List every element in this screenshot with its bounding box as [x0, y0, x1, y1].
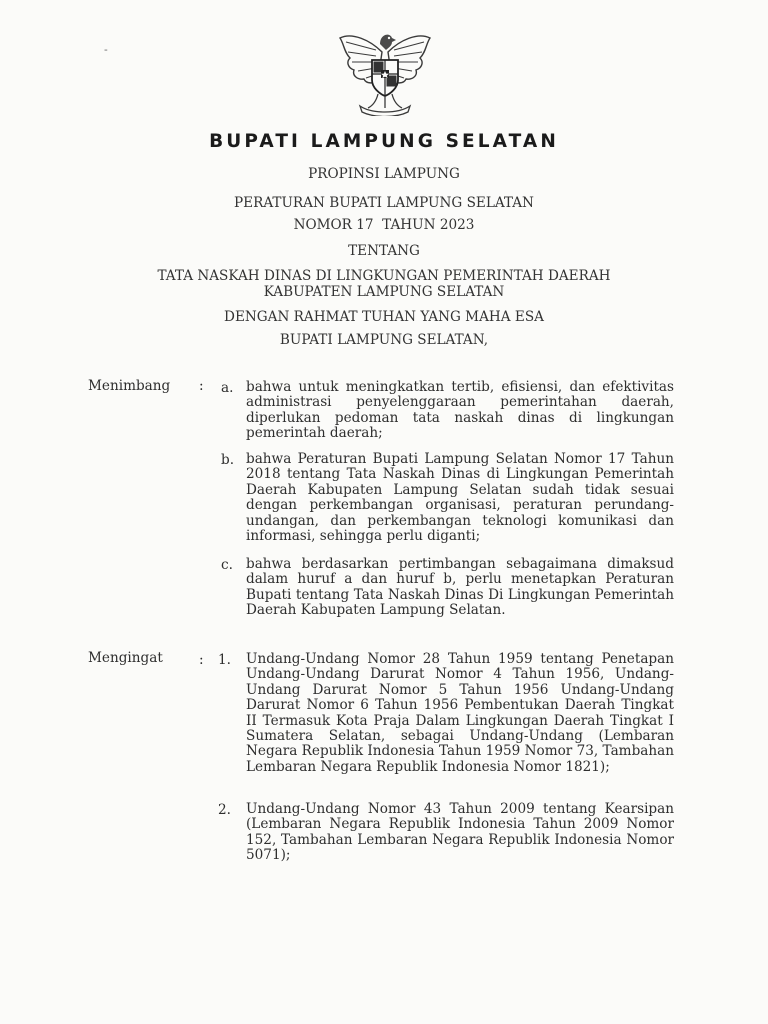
menimbang-item-marker: a.: [221, 380, 234, 396]
menimbang-item-marker: c.: [221, 557, 233, 573]
subject-line-1: TATA NASKAH DINAS DI LINGKUNGAN PEMERINTAH DAERAH: [157, 268, 611, 284]
mengingat-item-text: Undang-Undang Nomor 28 Tahun 1959 tentang Penetapan Undang-Undang Darurat Nomor 4 Tahun 1956, Undang-Undang Darurat Nomor 5 Tahun 1956 Undang-Undang Darurat Nomor 6 Tahun 1956 Pembentukan Daerah Tingkat II Termasuk Kota Praja Dalam Lingkungan Daerah Tingkat I Sumatera Selatan, sebagai Undang-Undang (Lembaran Negara Republik Indonesia Tahun 1959 Nomor 73, Tambahan Lembaran Negara Republik Indonesia Nomor 1821);: [246, 651, 674, 775]
garuda-emblem-icon: [336, 24, 434, 116]
document-title: BUPATI LAMPUNG SELATAN: [209, 131, 559, 152]
mengingat-item-marker: 2.: [218, 802, 231, 818]
menimbang-label: Menimbang: [88, 378, 171, 394]
mengingat-item-marker: 1.: [218, 652, 231, 668]
authority-line: BUPATI LAMPUNG SELATAN,: [279, 332, 489, 348]
regulation-title: PERATURAN BUPATI LAMPUNG SELATAN: [234, 195, 534, 211]
subject-line-2: KABUPATEN LAMPUNG SELATAN: [263, 284, 505, 300]
province-line: PROPINSI LAMPUNG: [308, 166, 460, 182]
menimbang-item-marker: b.: [221, 452, 235, 468]
menimbang-item-text: bahwa untuk meningkatkan tertib, efisiensi, dan efektivitas administrasi penyelenggaraan pemerintahan daerah, diperlukan pedoman tata naskah dinas di lingkungan pemerintah daerah;: [246, 379, 674, 442]
invocation-line: DENGAN RAHMAT TUHAN YANG MAHA ESA: [224, 309, 544, 325]
mengingat-label: Mengingat: [88, 650, 163, 666]
menimbang-item-text: bahwa Peraturan Bupati Lampung Selatan Nomor 17 Tahun 2018 tentang Tata Naskah Dinas di Lingkungan Pemerintah Daerah Kabupaten Lampung Selatan sudah tidak sesuai dengan perkembangan organisasi, peraturan perundang-undangan, dan perkembangan teknologi komunikasi dan informasi, sehingga perlu diganti;: [246, 451, 674, 545]
menimbang-item-text: bahwa berdasarkan pertimbangan sebagaimana dimaksud dalam huruf a dan huruf b, perlu menetapkan Peraturan Bupati tentang Tata Naskah Dinas Di Lingkungan Pemerintah Daerah Kabupaten Lampung Selatan.: [246, 556, 674, 619]
menimbang-colon: :: [199, 378, 204, 394]
scan-mark: -: [104, 43, 108, 56]
mengingat-colon: :: [199, 652, 204, 668]
regulation-number: NOMOR 17 TAHUN 2023: [293, 217, 475, 233]
mengingat-item-text: Undang-Undang Nomor 43 Tahun 2009 tentang Kearsipan (Lembaran Negara Republik Indonesia Tahun 2009 Nomor 152, Tambahan Lembaran Negara Republik Indonesia Nomor 5071);: [246, 801, 674, 864]
about-heading: TENTANG: [348, 243, 420, 259]
